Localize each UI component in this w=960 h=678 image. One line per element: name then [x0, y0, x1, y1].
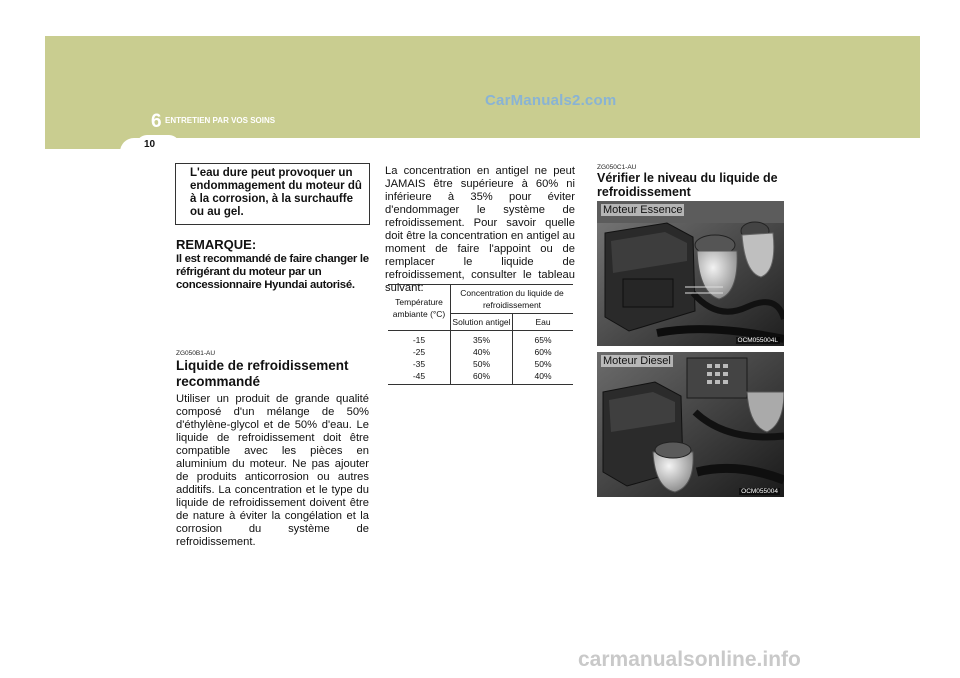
- footer-watermark: carmanualsonline.info: [578, 648, 801, 671]
- photo-engine-diesel: [597, 352, 784, 497]
- header-concentration: Concentration du liquide de refroidissement: [451, 285, 574, 314]
- photo-engine-gasoline: [597, 201, 784, 346]
- section2-title: Vérifier le niveau du liquide de refroidissement: [597, 171, 778, 199]
- photo-code: OCM055004L: [737, 337, 778, 344]
- cell-water: 40%: [513, 370, 574, 385]
- photo-label: Moteur Essence: [603, 204, 683, 216]
- cell-water: 50%: [513, 358, 574, 370]
- cell-temp: -15: [412, 335, 426, 345]
- table-row: [388, 346, 573, 358]
- cell-water: 60%: [513, 346, 574, 358]
- remarque-title: REMARQUE:: [176, 237, 257, 252]
- warning-box: [175, 163, 370, 225]
- cell-water: 65%: [513, 331, 574, 347]
- cell-temp: -45: [388, 370, 451, 385]
- engine-bay-image: [597, 352, 784, 497]
- column2-body: La concentration en antigel ne peut JAMAIS être supérieure à 60% ni inférieure à 35% pour éviter d'endommager le système de refroidissement. Pour savoir quelle doit être la concentration en antigel au moment de faire l'appoint ou de remplacer le liquide de refroidissement, consulter le tableau suivant:: [385, 165, 575, 294]
- cell-solution: 40%: [451, 346, 513, 358]
- cell-solution: 60%: [451, 370, 513, 385]
- watermark-link[interactable]: CarManuals2.com: [485, 92, 617, 109]
- cell-solution: 50%: [451, 358, 513, 370]
- section1-title: Liquide de refroidissement recommandé: [176, 358, 349, 389]
- table-row: [388, 331, 573, 347]
- page-number: 10: [144, 139, 156, 150]
- cell-solution: 35%: [451, 331, 513, 347]
- cell-temp: -35: [412, 359, 426, 369]
- chapter-title: ENTRETIEN PAR VOS SOINS: [165, 116, 276, 125]
- engine-bay-image: [597, 201, 784, 346]
- photo-code: OCM055004: [741, 488, 778, 495]
- header-temperature: Température ambiante (°C): [388, 285, 451, 331]
- coolant-table: [388, 284, 573, 385]
- header-water: Eau: [513, 314, 574, 331]
- section2-code: ZG050C1-AU: [597, 164, 637, 171]
- table-row: [388, 358, 573, 370]
- photo-label: Moteur Diesel: [603, 355, 671, 367]
- warning-text: L'eau dure peut provoquer un endommagement du moteur dû à la corrosion, à la surchauffe ou au gel.: [190, 167, 362, 218]
- table-row: [388, 370, 573, 385]
- page-number-tab: [136, 135, 180, 157]
- header-solution: Solution antigel: [451, 314, 513, 331]
- section1-body: Utiliser un produit de grande qualité composé d'un mélange de 50% d'éthylène-glycol et de 50% d'eau. Le liquide de refroidissement doit être compatible avec les pièces en aluminium du moteur. Ne pas ajouter de produits anticorrosion ou autres additifs. La concentration et le type du liquide de refroidissement doivent être de nature à éviter la congélation et la corrosion du système de refroidissement.: [176, 393, 369, 548]
- remarque-body: Il est recommandé de faire changer le réfrigérant du moteur par un concessionnaire Hyundai autorisé.: [176, 253, 369, 291]
- header-band: [45, 36, 920, 149]
- cell-temp: -25: [412, 347, 426, 357]
- chapter-number: 6: [151, 111, 162, 132]
- section1-code: ZG050B1-AU: [176, 350, 216, 357]
